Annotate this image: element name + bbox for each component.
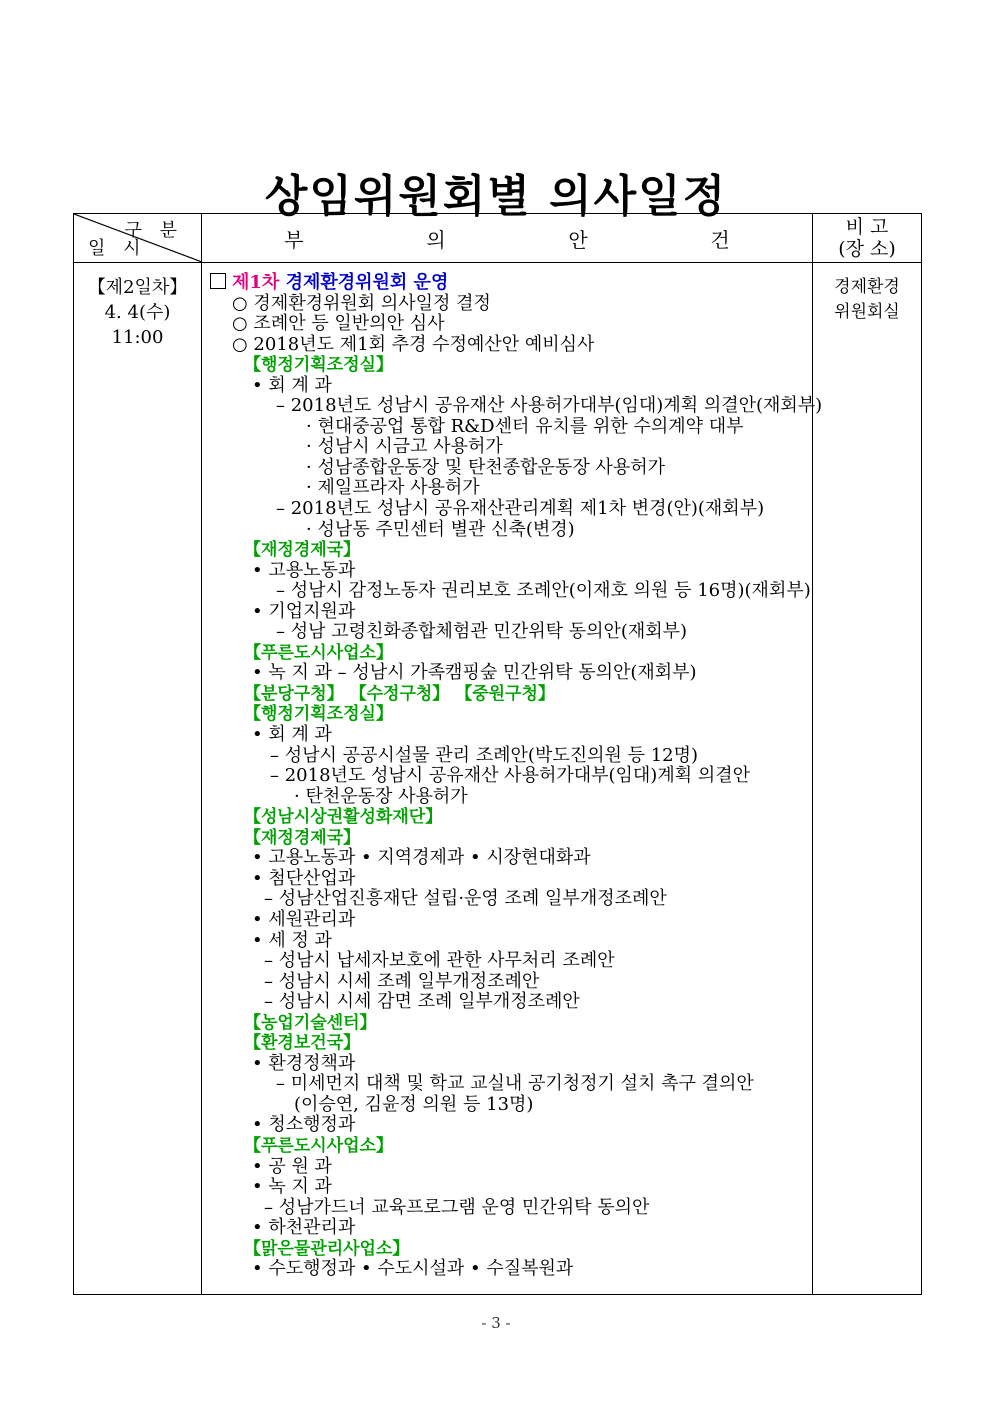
- agenda-item: · 성남시 시금고 사용허가: [306, 436, 503, 458]
- agenda-item: – 2018년도 성남시 공유재산관리계획 제1차 변경(안)(재회부): [276, 498, 765, 520]
- agenda-item: · 성남동 주민센터 별관 신축(변경): [306, 518, 575, 540]
- section-heading: 【행정기획조정실】: [244, 355, 393, 376]
- page-number: - 3 -: [481, 1314, 511, 1332]
- meeting-title: [210, 273, 812, 294]
- agenda-item: • 환경정책과: [252, 1052, 356, 1074]
- agenda-item: • 녹 지 과: [252, 1176, 332, 1198]
- header-note-line1: 비 고: [845, 216, 889, 238]
- location-cell: [813, 263, 922, 1295]
- location-line1: 경제환경: [834, 277, 900, 297]
- agenda-item: · 탄천운동장 사용허가: [294, 785, 468, 807]
- agenda-item: • 하천관리과: [252, 1217, 356, 1239]
- agenda-item: • 공 원 과: [252, 1155, 332, 1177]
- time-label: 11:00: [111, 327, 164, 348]
- meeting-number: 제1차: [232, 272, 286, 293]
- agenda-item: • 청소행정과: [252, 1114, 356, 1136]
- section-heading: 【재정경제국】: [244, 827, 361, 848]
- header-date-cell: [74, 214, 202, 263]
- agenda-item: • 세 정 과: [252, 929, 332, 951]
- agenda-item: • 기업지원과: [252, 600, 356, 622]
- agenda-item: (이승연, 김윤정 의원 등 13명): [294, 1093, 534, 1115]
- header-note-line2: (장 소): [838, 238, 896, 260]
- agenda-item: • 첨단산업과: [252, 867, 356, 889]
- agenda-item: ○ 조례안 등 일반의안 심사: [232, 313, 445, 335]
- agenda-item: · 성남종합운동장 및 탄천종합운동장 사용허가: [306, 456, 665, 478]
- agenda-item: • 회 계 과: [252, 724, 332, 746]
- agenda-item: – 성남시 시세 감면 조례 일부개정조례안: [264, 991, 580, 1013]
- date-label: 4. 4(수): [104, 302, 171, 323]
- agenda-item: – 성남 고령친화종합체험관 민간위탁 동의안(재회부): [276, 621, 688, 643]
- agenda-item: ○ 2018년도 제1회 추경 수정예산안 예비심사: [232, 333, 595, 355]
- agenda-item: – 2018년도 성남시 공유재산 사용허가대부(임대)계획 의결안(재회부): [276, 395, 823, 417]
- agenda-list: [210, 292, 823, 1280]
- agenda-item: – 2018년도 성남시 공유재산 사용허가대부(임대)계획 의결안: [270, 765, 750, 787]
- page-title: 상임위원회별 의사일정: [264, 171, 728, 222]
- header-gubun: 구 분: [124, 220, 183, 241]
- meeting-name: 경제환경위원회 운영: [285, 272, 449, 293]
- date-cell: [74, 263, 202, 1295]
- agenda-item: – 미세먼지 대책 및 학교 교실내 공기청정기 설치 촉구 결의안: [276, 1073, 754, 1095]
- agenda-item: – 성남시 납세자보호에 관한 사무처리 조례안: [264, 950, 615, 972]
- header-agenda-char: 의: [426, 227, 446, 252]
- agenda-item: • 녹 지 과 – 성남시 가족캠핑숲 민간위탁 동의안(재회부): [252, 662, 697, 684]
- section-heading: 【행정기획조정실】: [244, 704, 393, 725]
- header-agenda-char: 건: [710, 227, 730, 252]
- schedule-table: [73, 213, 922, 1295]
- table-body-row: [74, 263, 922, 1295]
- day-label: 【제2일차】: [87, 277, 188, 298]
- section-heading: 【성남시상권활성화재단】: [244, 807, 443, 828]
- header-ilsi: 일 시: [88, 238, 147, 259]
- header-agenda: [202, 214, 813, 263]
- section-heading: 【분당구청】 【수정구청】 【중원구청】: [244, 683, 555, 704]
- section-heading: 【푸른도시사업소】: [244, 642, 393, 663]
- section-heading: 【농업기술센터】: [244, 1012, 377, 1033]
- section-heading: 【푸른도시사업소】: [244, 1135, 393, 1156]
- agenda-item: – 성남시 감정노동자 권리보호 조례안(이재호 의원 등 16명)(재회부): [276, 580, 811, 602]
- agenda-cell: [202, 263, 823, 1295]
- agenda-item: · 제일프라자 사용허가: [306, 477, 480, 499]
- agenda-item: ○ 경제환경위원회 의사일정 결정: [232, 292, 491, 314]
- agenda-item: – 성남시 시세 조례 일부개정조례안: [264, 970, 540, 992]
- table-header-row: [74, 214, 922, 263]
- agenda-item: – 성남가드너 교육프로그램 운영 민간위탁 동의안: [264, 1196, 650, 1218]
- agenda-item: • 고용노동과 • 지역경제과 • 시장현대화과: [252, 847, 591, 869]
- section-heading: 【맑은물관리사업소】: [244, 1238, 410, 1259]
- agenda-item: – 성남시 공공시설물 관리 조례안(박도진의원 등 12명): [270, 744, 699, 766]
- section-heading: 【환경보건국】: [244, 1033, 361, 1054]
- agenda-item: • 수도행정과 • 수도시설과 • 수질복원과: [252, 1258, 574, 1280]
- agenda-item: – 성남산업진흥재단 설립·운영 조례 일부개정조례안: [264, 888, 667, 910]
- agenda-item: • 회 계 과: [252, 374, 332, 396]
- checkbox-square-icon: [210, 273, 226, 289]
- location-line2: 위원회실: [834, 302, 900, 322]
- agenda-item: · 현대중공업 통합 R&D센터 유치를 위한 수의계약 대부: [306, 415, 744, 437]
- agenda-item: • 세원관리과: [252, 908, 356, 930]
- agenda-item: • 고용노동과: [252, 559, 356, 581]
- header-note: [813, 214, 922, 263]
- section-heading: 【재정경제국】: [244, 540, 361, 561]
- header-agenda-char: 안: [568, 227, 588, 252]
- header-agenda-char: 부: [284, 227, 304, 252]
